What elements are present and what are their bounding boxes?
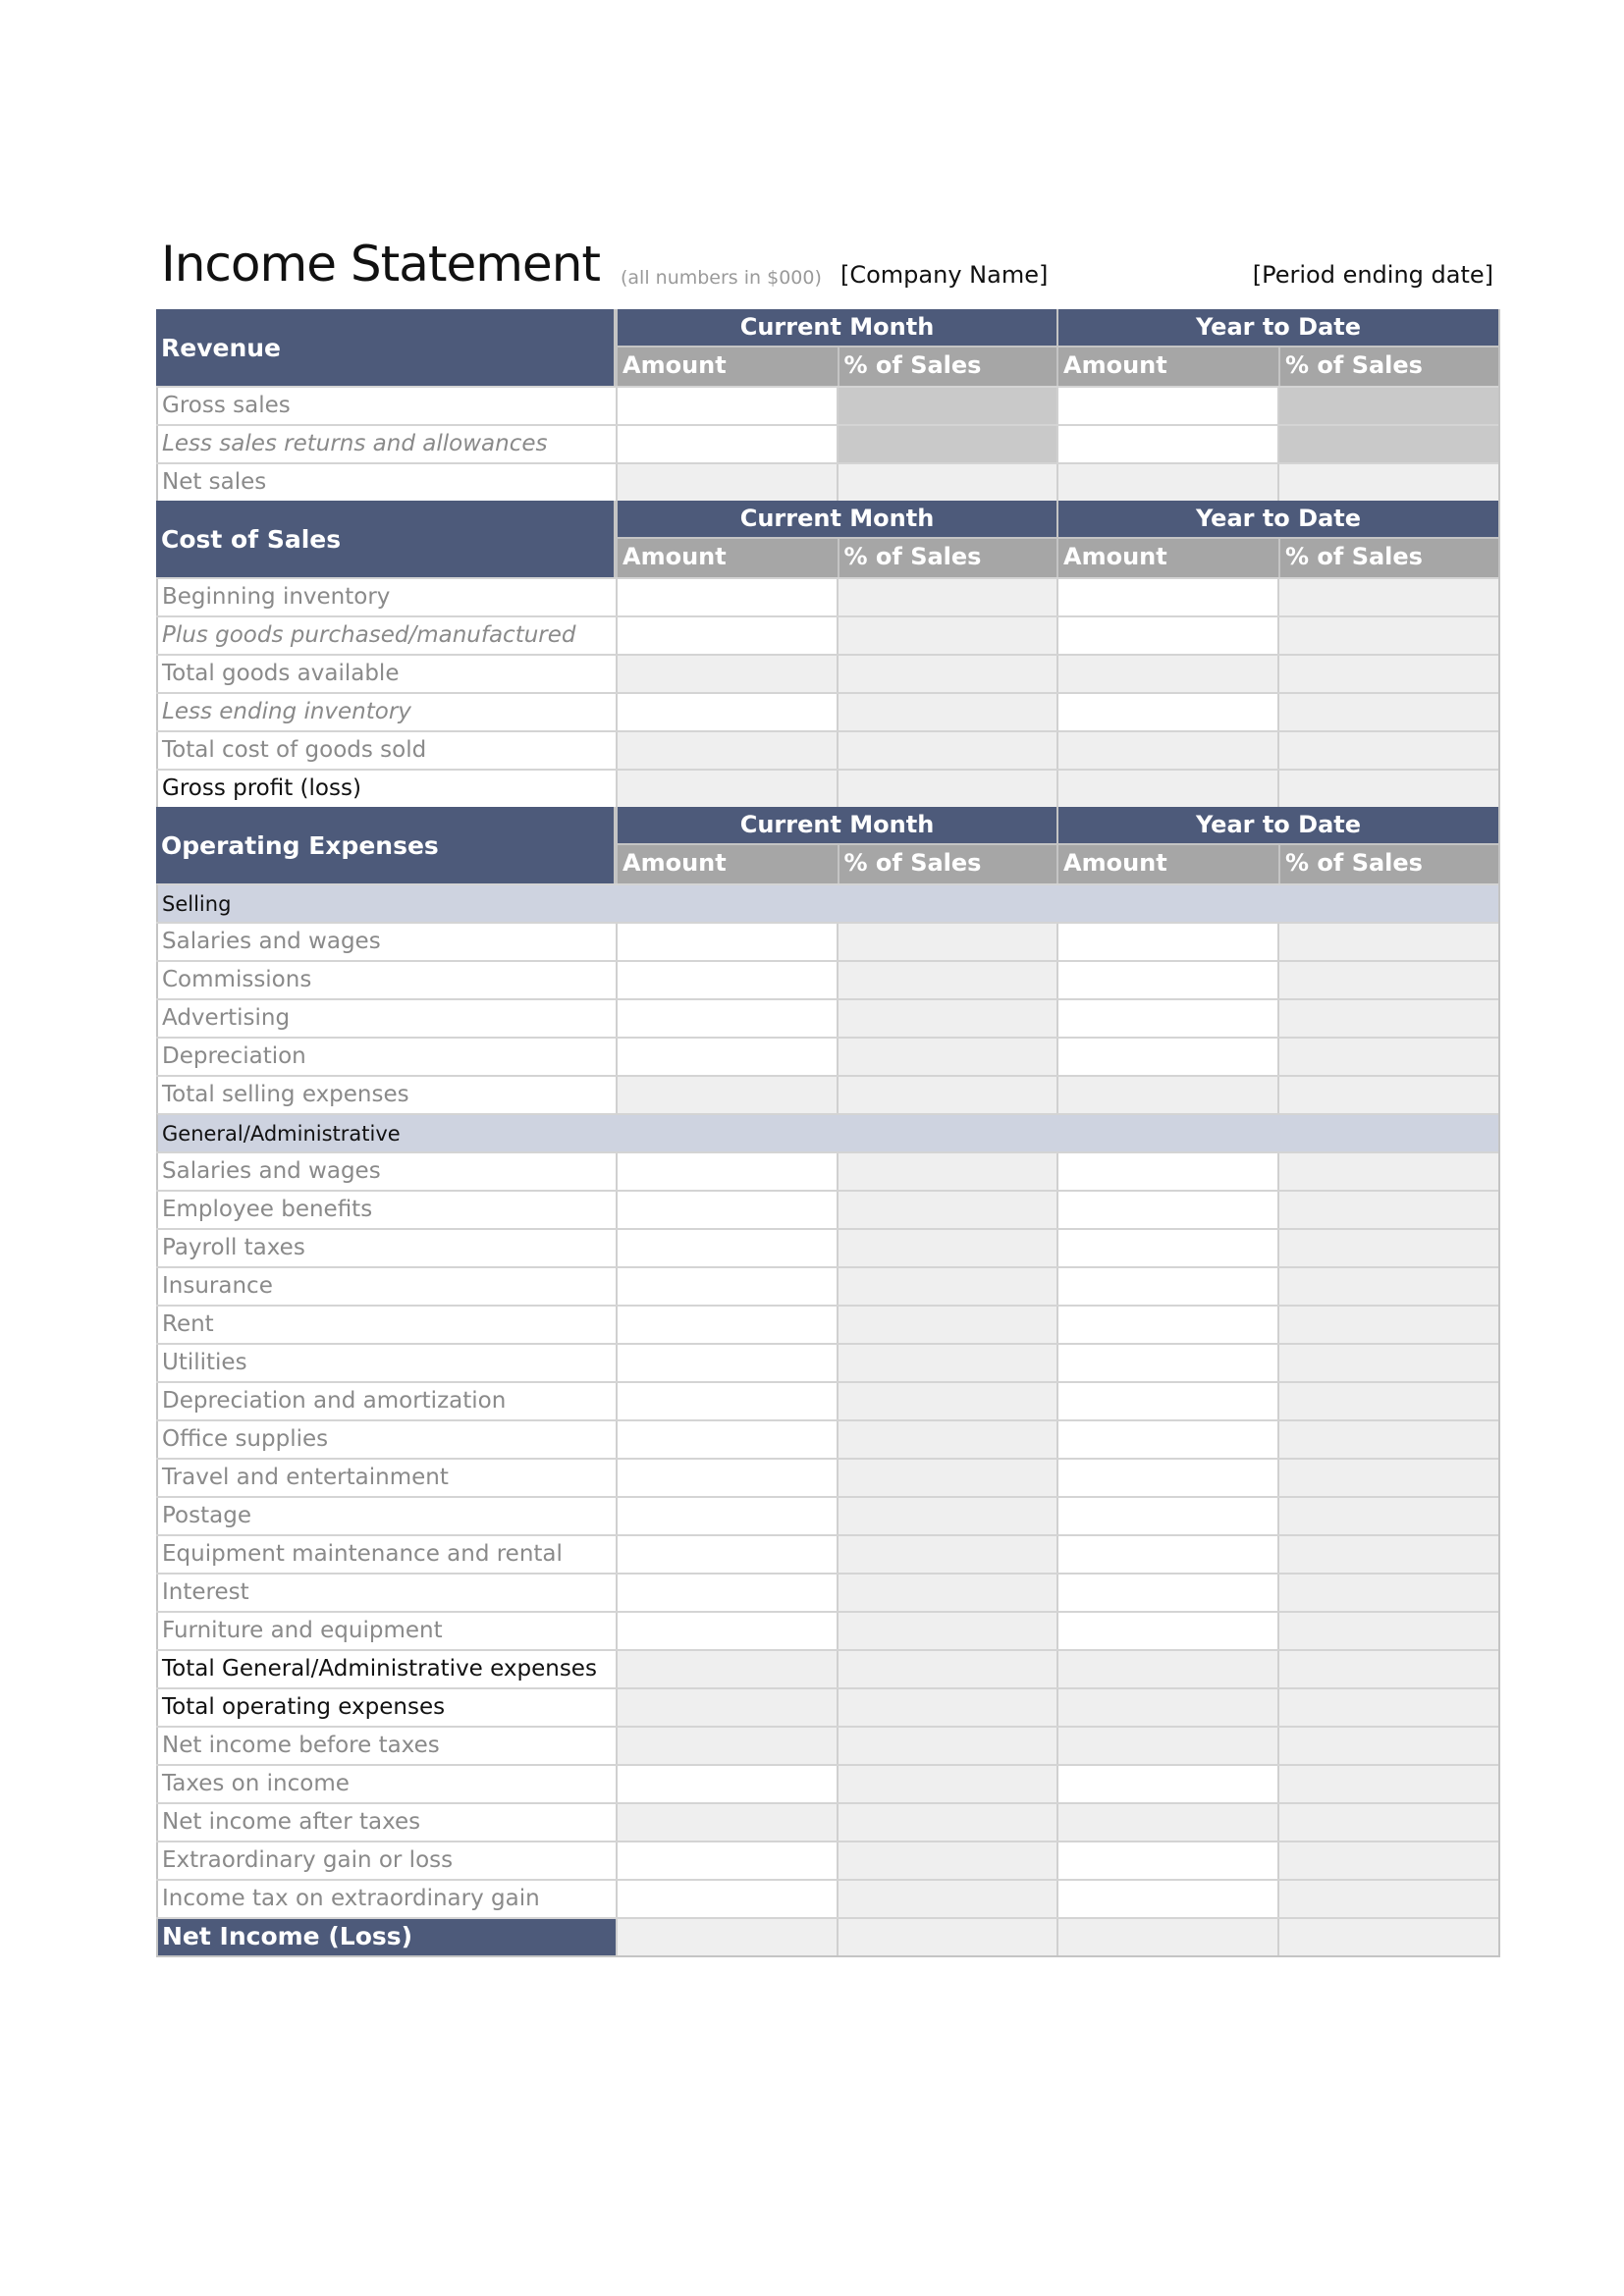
table-row — [156, 730, 1498, 769]
table-row — [156, 1266, 1498, 1305]
row-label: Office supplies — [156, 1421, 616, 1458]
current-month-amount-cell — [616, 464, 837, 501]
year-to-date-percent-cell — [1277, 1536, 1498, 1573]
row-label: Furniture and equipment — [156, 1613, 616, 1649]
row-label: Depreciation — [156, 1039, 616, 1075]
current-month-amount-cell[interactable] — [616, 1039, 837, 1075]
year-to-date-percent-cell — [1277, 1000, 1498, 1037]
table-row — [156, 1419, 1498, 1458]
current-month-amount-cell — [616, 1728, 837, 1764]
table-row — [156, 1075, 1498, 1113]
table-row — [156, 1726, 1498, 1764]
row-label: Salaries and wages — [156, 924, 616, 960]
year-to-date-amount-cell[interactable] — [1056, 1842, 1277, 1879]
year-to-date-percent-cell — [1277, 388, 1498, 424]
table-row — [156, 1573, 1498, 1611]
amount-column-header: Amount — [1058, 539, 1278, 577]
page-title: Income Statement — [161, 236, 600, 293]
year-to-date-amount-cell[interactable] — [1056, 388, 1277, 424]
row-label: Extraordinary gain or loss — [156, 1842, 616, 1879]
current-month-amount-cell[interactable] — [616, 1842, 837, 1879]
current-month-percent-cell — [837, 1613, 1056, 1649]
year-to-date-amount-cell[interactable] — [1056, 1039, 1277, 1075]
current-month-amount-cell[interactable] — [616, 1498, 837, 1534]
current-month-percent-cell — [837, 1460, 1056, 1496]
column-group-title: Current Month — [618, 309, 1056, 347]
year-to-date-amount-cell[interactable] — [1056, 962, 1277, 998]
current-month-percent-cell — [837, 1192, 1056, 1228]
current-month-amount-cell[interactable] — [616, 1613, 837, 1649]
column-group-title: Current Month — [618, 807, 1056, 845]
column-subheaders — [1058, 539, 1498, 577]
row-label: Total operating expenses — [156, 1689, 616, 1726]
year-to-date-percent-cell — [1277, 1498, 1498, 1534]
current-month-amount-cell — [616, 1651, 837, 1687]
current-month-percent-cell — [837, 1842, 1056, 1879]
current-month-percent-cell — [837, 771, 1056, 807]
year-to-date-percent-cell — [1277, 1804, 1498, 1841]
year-to-date-percent-cell — [1277, 1919, 1498, 1955]
table-row — [156, 1534, 1498, 1573]
table-row — [156, 1917, 1498, 1955]
current-month-percent-cell — [837, 1345, 1056, 1381]
income-statement-table — [156, 309, 1500, 1957]
year-to-date-percent-cell — [1277, 617, 1498, 654]
table-row — [156, 1802, 1498, 1841]
current-month-amount-cell[interactable] — [616, 1268, 837, 1305]
percent-of-sales-column-header: % of Sales — [1278, 347, 1498, 386]
year-to-date-percent-cell — [1277, 1192, 1498, 1228]
current-month-amount-cell[interactable] — [616, 1460, 837, 1496]
current-month-percent-cell — [837, 464, 1056, 501]
current-month-percent-cell — [837, 1689, 1056, 1726]
column-subheaders — [1058, 845, 1498, 883]
row-label: Commissions — [156, 962, 616, 998]
row-label: Net sales — [156, 464, 616, 501]
current-month-amount-cell[interactable] — [616, 694, 837, 730]
year-to-date-percent-cell — [1277, 1728, 1498, 1764]
current-month-amount-cell — [616, 1804, 837, 1841]
year-to-date-amount-cell[interactable] — [1056, 1766, 1277, 1802]
current-month-header — [616, 807, 1056, 883]
current-month-amount-cell[interactable] — [616, 1307, 837, 1343]
current-month-amount-cell[interactable] — [616, 1192, 837, 1228]
year-to-date-percent-cell — [1277, 464, 1498, 501]
percent-of-sales-column-header: % of Sales — [1278, 845, 1498, 883]
year-to-date-amount-cell — [1056, 1077, 1277, 1113]
table-row — [156, 1649, 1498, 1687]
column-subheaders — [618, 347, 1056, 386]
column-group-title: Year to Date — [1058, 501, 1498, 539]
row-label: Net income after taxes — [156, 1804, 616, 1841]
table-row — [156, 1764, 1498, 1802]
current-month-percent-cell — [837, 426, 1056, 462]
current-month-percent-cell — [837, 694, 1056, 730]
current-month-amount-cell[interactable] — [616, 1575, 837, 1611]
year-to-date-percent-cell — [1277, 656, 1498, 692]
row-label: Postage — [156, 1498, 616, 1534]
row-label: Equipment maintenance and rental — [156, 1536, 616, 1573]
year-to-date-header — [1056, 501, 1498, 577]
column-subheaders — [1058, 347, 1498, 386]
table-row — [156, 1037, 1498, 1075]
row-label: Income tax on extraordinary gain — [156, 1881, 616, 1917]
year-to-date-amount-cell[interactable] — [1056, 1536, 1277, 1573]
table-row — [156, 692, 1498, 730]
year-to-date-percent-cell — [1277, 1460, 1498, 1496]
current-month-amount-cell — [616, 732, 837, 769]
row-label: Gross sales — [156, 388, 616, 424]
row-label: Advertising — [156, 1000, 616, 1037]
table-row — [156, 1381, 1498, 1419]
year-to-date-percent-cell — [1277, 694, 1498, 730]
year-to-date-percent-cell — [1277, 1842, 1498, 1879]
year-to-date-percent-cell — [1277, 1651, 1498, 1687]
year-to-date-percent-cell — [1277, 1268, 1498, 1305]
row-label: Net income before taxes — [156, 1728, 616, 1764]
table-row — [156, 960, 1498, 998]
amount-column-header: Amount — [618, 845, 838, 883]
current-month-percent-cell — [837, 1077, 1056, 1113]
year-to-date-amount-cell[interactable] — [1056, 1881, 1277, 1917]
year-to-date-amount-cell[interactable] — [1056, 1575, 1277, 1611]
section-header — [156, 807, 1498, 883]
year-to-date-amount-cell[interactable] — [1056, 694, 1277, 730]
current-month-percent-cell — [837, 1230, 1056, 1266]
current-month-header — [616, 501, 1056, 577]
row-label: Payroll taxes — [156, 1230, 616, 1266]
amount-column-header: Amount — [618, 347, 838, 386]
current-month-amount-cell[interactable] — [616, 617, 837, 654]
current-month-amount-cell[interactable] — [616, 579, 837, 615]
year-to-date-amount-cell[interactable] — [1056, 1307, 1277, 1343]
current-month-amount-cell — [616, 1689, 837, 1726]
row-label: Utilities — [156, 1345, 616, 1381]
current-month-amount-cell[interactable] — [616, 1153, 837, 1190]
year-to-date-percent-cell — [1277, 1230, 1498, 1266]
current-month-amount-cell[interactable] — [616, 1000, 837, 1037]
current-month-percent-cell — [837, 1919, 1056, 1955]
table-row — [156, 1190, 1498, 1228]
current-month-percent-cell — [837, 1421, 1056, 1458]
year-to-date-percent-cell — [1277, 1766, 1498, 1802]
row-label: Insurance — [156, 1268, 616, 1305]
year-to-date-percent-cell — [1277, 732, 1498, 769]
percent-of-sales-column-header: % of Sales — [838, 539, 1057, 577]
current-month-amount-cell[interactable] — [616, 1345, 837, 1381]
row-label: Employee benefits — [156, 1192, 616, 1228]
year-to-date-percent-cell — [1277, 1421, 1498, 1458]
current-month-percent-cell — [837, 1536, 1056, 1573]
current-month-amount-cell[interactable] — [616, 1536, 837, 1573]
row-label: Beginning inventory — [156, 579, 616, 615]
table-row — [156, 386, 1498, 424]
current-month-percent-cell — [837, 1881, 1056, 1917]
current-month-percent-cell — [837, 962, 1056, 998]
year-to-date-amount-cell — [1056, 1651, 1277, 1687]
section-header — [156, 501, 1498, 577]
section-title: Operating Expenses — [156, 807, 616, 883]
current-month-percent-cell — [837, 1153, 1056, 1190]
year-to-date-percent-cell — [1277, 1383, 1498, 1419]
table-row — [156, 1841, 1498, 1879]
current-month-percent-cell — [837, 1804, 1056, 1841]
units-note: (all numbers in $000) — [621, 267, 822, 289]
subsection-header: General/Administrative — [156, 1113, 1498, 1151]
current-month-percent-cell — [837, 1000, 1056, 1037]
current-month-percent-cell — [837, 617, 1056, 654]
section-title: Cost of Sales — [156, 501, 616, 577]
row-label: Total General/Administrative expenses — [156, 1651, 616, 1687]
year-to-date-percent-cell — [1277, 1575, 1498, 1611]
current-month-amount-cell[interactable] — [616, 388, 837, 424]
year-to-date-percent-cell — [1277, 1689, 1498, 1726]
row-label: Taxes on income — [156, 1766, 616, 1802]
current-month-amount-cell[interactable] — [616, 924, 837, 960]
current-month-percent-cell — [837, 1039, 1056, 1075]
year-to-date-amount-cell[interactable] — [1056, 1383, 1277, 1419]
current-month-percent-cell — [837, 579, 1056, 615]
year-to-date-percent-cell — [1277, 579, 1498, 615]
year-to-date-amount-cell — [1056, 732, 1277, 769]
table-row — [156, 1496, 1498, 1534]
current-month-amount-cell[interactable] — [616, 1766, 837, 1802]
section-title: Revenue — [156, 309, 616, 386]
year-to-date-percent-cell — [1277, 1613, 1498, 1649]
current-month-amount-cell[interactable] — [616, 1881, 837, 1917]
year-to-date-header — [1056, 807, 1498, 883]
row-label: Gross profit (loss) — [156, 771, 616, 807]
year-to-date-amount-cell[interactable] — [1056, 1268, 1277, 1305]
year-to-date-percent-cell — [1277, 1039, 1498, 1075]
year-to-date-amount-cell[interactable] — [1056, 1613, 1277, 1649]
column-group-title: Current Month — [618, 501, 1056, 539]
row-label: Less sales returns and allowances — [156, 426, 616, 462]
row-label: Net Income (Loss) — [156, 1919, 616, 1955]
year-to-date-percent-cell — [1277, 924, 1498, 960]
year-to-date-amount-cell[interactable] — [1056, 1230, 1277, 1266]
table-row — [156, 1305, 1498, 1343]
current-month-percent-cell — [837, 388, 1056, 424]
table-row — [156, 769, 1498, 807]
year-to-date-amount-cell[interactable] — [1056, 426, 1277, 462]
year-to-date-header — [1056, 309, 1498, 386]
subsection-header: Selling — [156, 883, 1498, 922]
row-label: Total goods available — [156, 656, 616, 692]
current-month-header — [616, 309, 1056, 386]
year-to-date-amount-cell[interactable] — [1056, 1000, 1277, 1037]
percent-of-sales-column-header: % of Sales — [838, 347, 1057, 386]
percent-of-sales-column-header: % of Sales — [838, 845, 1057, 883]
year-to-date-amount-cell — [1056, 1919, 1277, 1955]
year-to-date-amount-cell[interactable] — [1056, 1345, 1277, 1381]
current-month-amount-cell[interactable] — [616, 1383, 837, 1419]
amount-column-header: Amount — [1058, 845, 1278, 883]
current-month-amount-cell[interactable] — [616, 962, 837, 998]
table-row — [156, 1458, 1498, 1496]
current-month-amount-cell[interactable] — [616, 1230, 837, 1266]
current-month-amount-cell — [616, 771, 837, 807]
table-row — [156, 1228, 1498, 1266]
year-to-date-amount-cell — [1056, 771, 1277, 807]
year-to-date-percent-cell — [1277, 1307, 1498, 1343]
table-row — [156, 1879, 1498, 1917]
table-row — [156, 654, 1498, 692]
current-month-percent-cell — [837, 656, 1056, 692]
year-to-date-amount-cell — [1056, 656, 1277, 692]
year-to-date-amount-cell[interactable] — [1056, 1192, 1277, 1228]
current-month-amount-cell[interactable] — [616, 1421, 837, 1458]
row-label: Less ending inventory — [156, 694, 616, 730]
current-month-percent-cell — [837, 1728, 1056, 1764]
table-row — [156, 1343, 1498, 1381]
year-to-date-amount-cell[interactable] — [1056, 617, 1277, 654]
table-row — [156, 1687, 1498, 1726]
current-month-amount-cell[interactable] — [616, 426, 837, 462]
row-label: Salaries and wages — [156, 1153, 616, 1190]
current-month-percent-cell — [837, 1383, 1056, 1419]
row-label: Plus goods purchased/manufactured — [156, 617, 616, 654]
table-row — [156, 1611, 1498, 1649]
table-row — [156, 922, 1498, 960]
table-row — [156, 577, 1498, 615]
year-to-date-percent-cell — [1277, 426, 1498, 462]
row-label: Rent — [156, 1307, 616, 1343]
row-label: Total selling expenses — [156, 1077, 616, 1113]
table-row — [156, 424, 1498, 462]
current-month-amount-cell — [616, 1077, 837, 1113]
period-ending-date-field[interactable]: [Period ending date] — [1252, 261, 1493, 289]
year-to-date-amount-cell — [1056, 1728, 1277, 1764]
row-label: Depreciation and amortization — [156, 1383, 616, 1419]
year-to-date-amount-cell[interactable] — [1056, 1460, 1277, 1496]
amount-column-header: Amount — [1058, 347, 1278, 386]
column-subheaders — [618, 845, 1056, 883]
row-label: Travel and entertainment — [156, 1460, 616, 1496]
table-row — [156, 1151, 1498, 1190]
column-subheaders — [618, 539, 1056, 577]
percent-of-sales-column-header: % of Sales — [1278, 539, 1498, 577]
current-month-amount-cell — [616, 1919, 837, 1955]
section-header — [156, 309, 1498, 386]
column-group-title: Year to Date — [1058, 309, 1498, 347]
year-to-date-amount-cell[interactable] — [1056, 1421, 1277, 1458]
year-to-date-amount-cell[interactable] — [1056, 579, 1277, 615]
current-month-percent-cell — [837, 732, 1056, 769]
year-to-date-amount-cell — [1056, 464, 1277, 501]
year-to-date-percent-cell — [1277, 962, 1498, 998]
table-row — [156, 998, 1498, 1037]
year-to-date-percent-cell — [1277, 1881, 1498, 1917]
row-label: Total cost of goods sold — [156, 732, 616, 769]
amount-column-header: Amount — [618, 539, 838, 577]
year-to-date-amount-cell — [1056, 1804, 1277, 1841]
current-month-percent-cell — [837, 1651, 1056, 1687]
current-month-percent-cell — [837, 1307, 1056, 1343]
table-row — [156, 615, 1498, 654]
current-month-percent-cell — [837, 1575, 1056, 1611]
year-to-date-amount-cell[interactable] — [1056, 1498, 1277, 1534]
company-name-field[interactable]: [Company Name] — [840, 261, 1049, 289]
current-month-percent-cell — [837, 1766, 1056, 1802]
column-group-title: Year to Date — [1058, 807, 1498, 845]
current-month-amount-cell — [616, 656, 837, 692]
current-month-percent-cell — [837, 924, 1056, 960]
year-to-date-amount-cell[interactable] — [1056, 1153, 1277, 1190]
current-month-percent-cell — [837, 1498, 1056, 1534]
year-to-date-percent-cell — [1277, 1153, 1498, 1190]
table-row — [156, 462, 1498, 501]
year-to-date-percent-cell — [1277, 1345, 1498, 1381]
current-month-percent-cell — [837, 1268, 1056, 1305]
row-label: Interest — [156, 1575, 616, 1611]
year-to-date-amount-cell — [1056, 1689, 1277, 1726]
year-to-date-amount-cell[interactable] — [1056, 924, 1277, 960]
year-to-date-percent-cell — [1277, 1077, 1498, 1113]
year-to-date-percent-cell — [1277, 771, 1498, 807]
